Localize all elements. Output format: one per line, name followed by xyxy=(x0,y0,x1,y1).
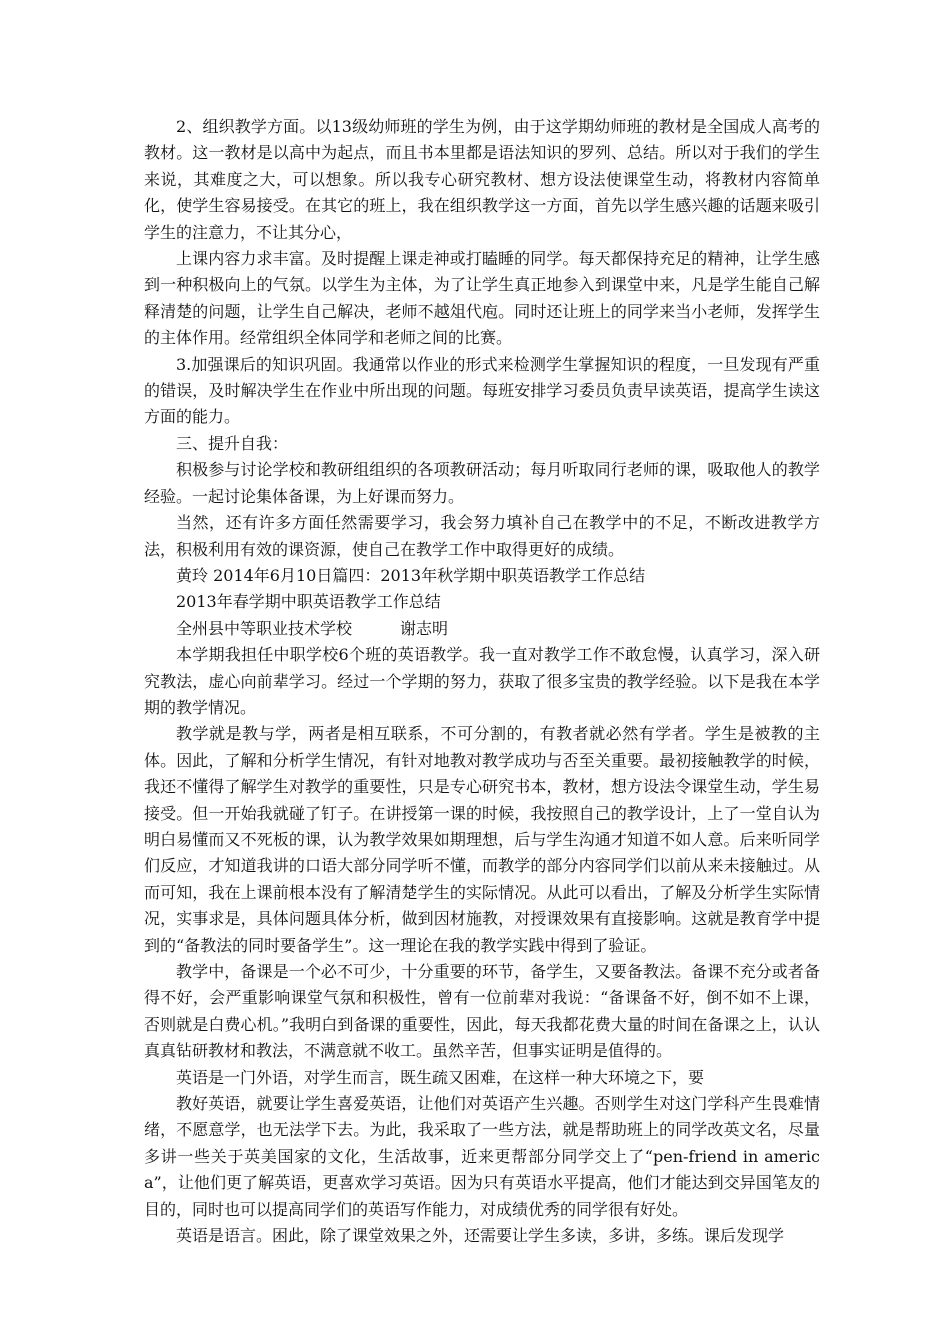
school-name: 全州县中等职业技术学校 xyxy=(176,618,353,638)
paragraph-author-date-title: 黄玲 2014年6月10日篇四：2013年秋学期中职英语教学工作总结 xyxy=(176,565,646,585)
paragraph-intro: 本学期我担任中职学校6个班的英语教学。我一直对教学工作不敢怠慢，认真学习，深入研究教法，虚心向前辈学习。经过一个学期的努力，获取了很多宝贵的教学经验。以下是我在本学期的教学情况。 xyxy=(144,645,820,717)
paragraph-conclusion: 当然，还有许多方面任然需要学习，我会努力填补自己在教学中的不足，不断改进教学方法，积极利用有效的课资源，使自己在教学工作中取得更好的成绩。 xyxy=(144,513,820,559)
document-body xyxy=(144,114,820,1249)
paragraph-english-is-language: 英语是语言。困此，除了课堂效果之外，还需要让学生多读，多讲，多练。课后发现学 xyxy=(176,1226,785,1246)
section-heading-self-improvement: 三、提升自我： xyxy=(176,433,289,453)
paragraph-class-content: 上课内容力求丰富。及时提醒上课走神或打瞌睡的同学。每天都保持充足的精神，让学生感到一种积极向上的气氛。以学生为主体，为了让学生真正地参入到课堂中来，凡是学生能自己解释清楚的问题，让学生自己解决，老师不越俎代庖。同时还让班上的同学来当小老师，发挥学生的主体作用。经常组织全体同学和老师之间的比赛。 xyxy=(144,249,820,348)
paragraph-research-activities: 积极参与讨论学校和教研组组织的各项教研活动；每月听取同行老师的课，吸取他人的教学经验。一起讨论集体备课，为上好课而努力。 xyxy=(144,460,820,506)
school-signature-line xyxy=(144,616,820,642)
paragraph-consolidation: 3.加强课后的知识巩固。我通常以作业的形式来检测学生掌握知识的程度，一旦发现有严重的错误，及时解决学生在作业中所出现的问题。每班安排学习委员负责早读英语，提高学生读这方面的能力。 xyxy=(144,354,820,427)
paragraph-teaching-and-learning: 教学就是教与学，两者是相互联系，不可分割的，有教者就必然有学者。学生是被教的主体。因此，了解和分析学生情况，有针对地教对教学成功与否至关重要。最初接触教学的时候，我还不懂得了解学生对教学的重要性，只是专心研究书本，教材，想方设法令课堂生动，学生易接受。但一开始我就碰了钉子。在讲授第一课的时候，我按照自己的教学设计，上了一堂自认为明白易懂而又不死板的课，认为教学效果如期理想，后与学生沟通才知道不如人意。后来听同学们反应，才知道我讲的口语大部分同学听不懂，而教学的部分内容同学们以前从来未接触过。从而可知，我在上课前根本没有了解清楚学生的实际情况。从此可以看出，了解及分析学生实际情况，实事求是，具体问题具体分析，做到因材施教，对授课效果有直接影响。这就是教育学中提到的“备教法的同时要备学生”。这一理论在我的教学实践中得到了验证。 xyxy=(144,724,820,955)
document-title: 2013年春学期中职英语教学工作总结 xyxy=(176,592,441,612)
author-name: 谢志明 xyxy=(400,618,449,638)
paragraph-english-foreign-language: 英语是一门外语，对学生而言，既生疏又困难，在这样一种大环境之下，要 xyxy=(176,1067,705,1087)
paragraph-teaching-english-interest: 教好英语，就要让学生喜爱英语，让他们对英语产生兴趣。否则学生对这门学科产生畏难情绪，不愿意学，也无法学下去。为此，我采取了一些方法，就是帮助班上的同学改英文名，尽量多讲一些关于英美国家的文化，生活故事，近来更帮部分同学交上了“pen-friend in america”，让他们更了解英语，更喜欢学习英语。因为只有英语水平提高，他们才能达到交异国笔友的目的，同时也可以提高同学们的英语写作能力，对成绩优秀的同学很有好处。 xyxy=(144,1094,820,1219)
paragraph-lesson-preparation: 教学中，备课是一个必不可少，十分重要的环节，备学生，又要备教法。备课不充分或者备得不好，会严重影响课堂气氛和积极性，曾有一位前辈对我说：“备课备不好，倒不如不上课，否则就是白费心机。”我明白到备课的重要性，因此，每天我都花费大量的时间在备课之上，认认真真钻研教材和教法，不满意就不收工。虽然辛苦，但事实证明是值得的。 xyxy=(144,962,820,1061)
paragraph-organize-teaching: 2、组织教学方面。以13级幼师班的学生为例，由于这学期幼师班的教材是全国成人高考的教材。这一教材是以高中为起点，而且书本里都是语法知识的罗列、总结。所以对于我们的学生来说，其难度之大，可以想象。所以我专心研究教材、想方设法使课堂生动，将教材内容简单化，使学生容易接受。在其它的班上，我在组织教学这一方面，首先以学生感兴趣的话题来吸引学生的注意力，不让其分心， xyxy=(144,117,820,242)
